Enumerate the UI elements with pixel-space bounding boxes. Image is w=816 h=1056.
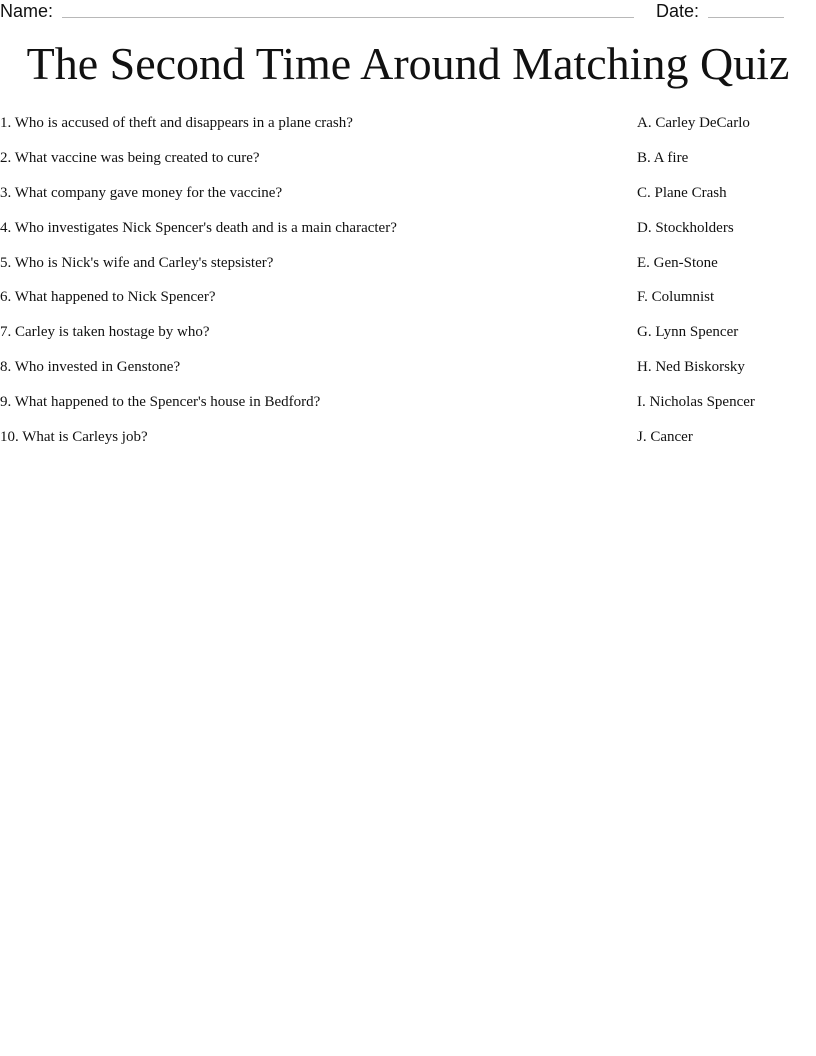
question-item: 3. What company gave money for the vaccine? [0, 184, 283, 201]
question-item: 6. What happened to Nick Spencer? [0, 289, 216, 306]
answer-item: E. Gen-Stone [637, 254, 718, 271]
date-field[interactable] [708, 17, 784, 18]
answer-item: A. Carley DeCarlo [637, 115, 750, 131]
question-item: 1. Who is accused of theft and disappears in a plane crash? [0, 115, 353, 131]
question-item: 5. Who is Nick's wife and Carley's stepsister? [0, 254, 274, 271]
question-item: 4. Who investigates Nick Spencer's death and is a main character? [0, 219, 397, 236]
answer-item: I. Nicholas Spencer [637, 394, 755, 411]
answer-list [637, 113, 816, 462]
answer-item: C. Plane Crash [637, 184, 727, 201]
answer-item: D. Stockholders [637, 219, 734, 236]
question-item: 9. What happened to the Spencer's house in Bedford? [0, 394, 321, 411]
question-item: 7. Carley is taken hostage by who? [0, 324, 210, 341]
question-item: 8. Who invested in Genstone? [0, 359, 181, 376]
name-label: Name: [0, 1, 54, 21]
page-title: The Second Time Around Matching Quiz [26, 38, 790, 89]
answer-item: G. Lynn Spencer [637, 324, 739, 341]
answer-item: F. Columnist [637, 289, 715, 306]
answer-item: H. Ned Biskorsky [637, 359, 745, 376]
answer-item: J. Cancer [637, 429, 693, 446]
question-item: 2. What vaccine was being created to cure? [0, 149, 260, 166]
header [0, 0, 816, 24]
name-field[interactable] [62, 17, 634, 18]
answer-item: B. A fire [637, 149, 689, 166]
date-label: Date: [656, 1, 700, 21]
question-list [0, 113, 620, 462]
question-item: 10. What is Carleys job? [0, 429, 148, 446]
